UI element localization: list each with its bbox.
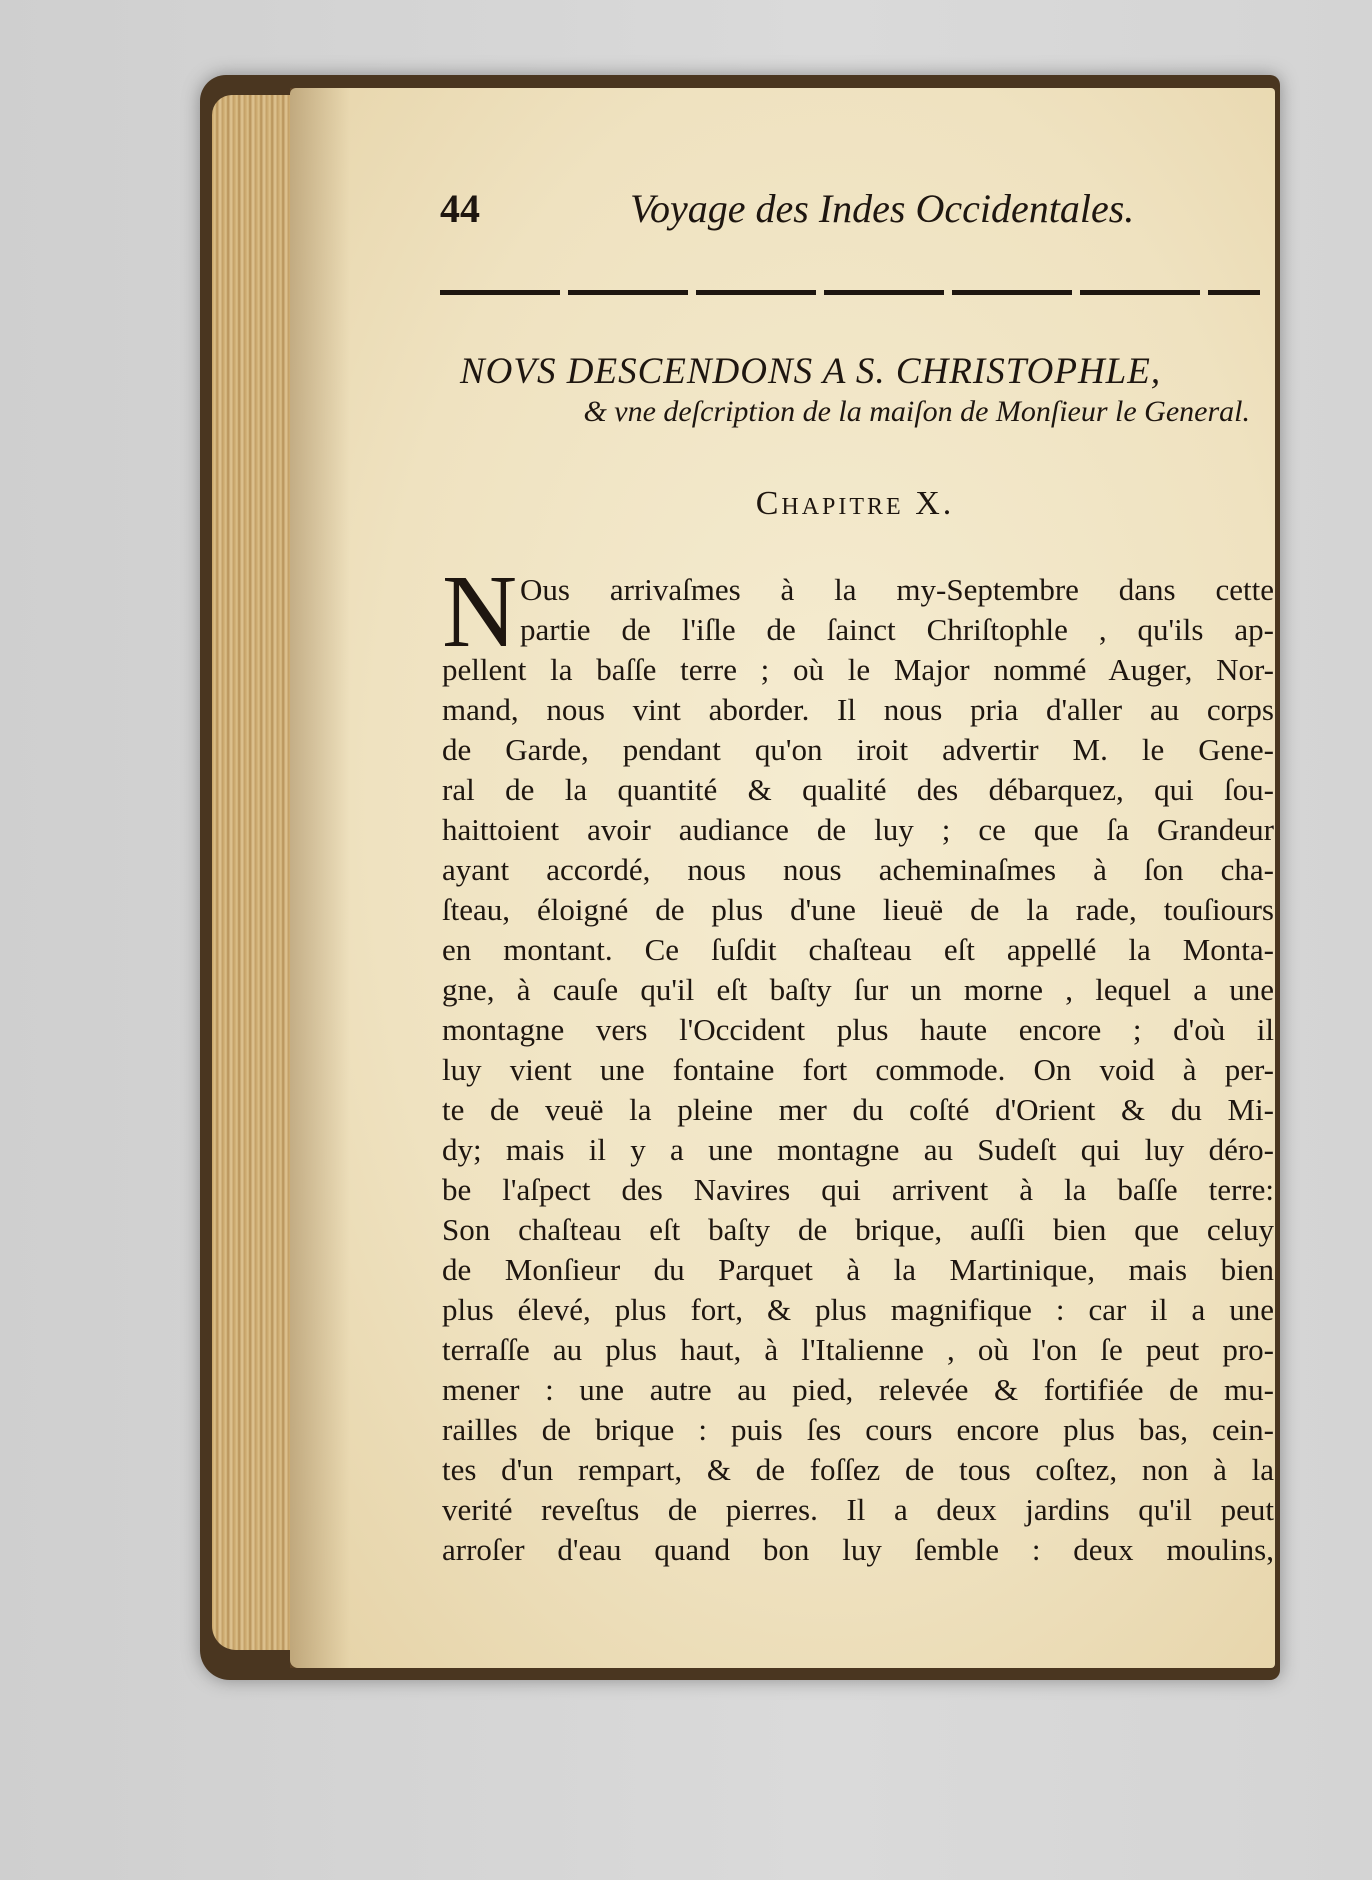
- page-edges: [212, 95, 302, 1650]
- chapter-title-line-2: & vne deſcription de la maiſon de Monſieur le General.: [583, 395, 1250, 428]
- text-line: en montant. Ce ſuſdit chaſteau eſt appellé la Monta-: [442, 932, 1274, 967]
- text-line: de Garde, pendant qu'on iroit advertir M. le Gene-: [442, 732, 1274, 767]
- text-line: ral de la quantité & qualité des débarquez, qui ſou-: [442, 772, 1274, 807]
- header-rule: [440, 290, 1260, 295]
- drop-cap: N: [442, 554, 518, 669]
- text-line: tes d'un rempart, & de foſſez de tous coſtez, non à la: [442, 1452, 1274, 1487]
- text-line: ayant accordé, nous nous acheminaſmes à ſon cha-: [442, 852, 1274, 887]
- text-line: partie de l'iſle de ſainct Chriſtophle , qu'ils ap-: [520, 612, 1274, 647]
- gutter-shadow: [290, 88, 350, 1668]
- text-line: gne, à cauſe qu'il eſt baſty ſur un morne , lequel a une: [442, 972, 1274, 1007]
- text-line: dy; mais il y a une montagne au Sudeſt qui luy déro-: [442, 1132, 1274, 1167]
- text-line: luy vient une fontaine fort commode. On void à per-: [442, 1052, 1274, 1087]
- text-line: be l'aſpect des Navires qui arrivent à la baſſe terre:: [442, 1172, 1274, 1207]
- text-line: haittoient avoir audiance de luy ; ce que ſa Grandeur: [442, 812, 1274, 847]
- text-line: terraſſe au plus haut, à l'Italienne , où l'on ſe peut pro-: [442, 1332, 1274, 1367]
- text-line: mand, nous vint aborder. Il nous pria d'aller au corps: [442, 692, 1274, 727]
- text-line: montagne vers l'Occident plus haute encore ; d'où il: [442, 1012, 1274, 1047]
- text-line: verité reveſtus de pierres. Il a deux jardins qu'il peut: [442, 1492, 1274, 1527]
- text-line: Ous arrivaſmes à la my-Septembre dans cette: [520, 572, 1274, 607]
- text-line: pellent la baſſe terre ; où le Major nommé Auger, Nor-: [442, 652, 1274, 687]
- chapter-title-line-1: NOVS DESCENDONS A S. CHRISTOPHLE,: [460, 351, 1162, 392]
- running-title: Voyage des Indes Occidentales.: [630, 186, 1135, 231]
- text-line: de Monſieur du Parquet à la Martinique, mais bien: [442, 1252, 1274, 1287]
- text-line: railles de brique : puis ſes cours encore plus bas, cein-: [442, 1412, 1274, 1447]
- text-line: te de veuë la pleine mer du coſté d'Orient & du Mi-: [442, 1092, 1274, 1127]
- chapter-label: Chapitre X.: [755, 485, 955, 522]
- text-line: plus élevé, plus fort, & plus magnifique : car il a une: [442, 1292, 1274, 1327]
- page-number: 44: [440, 186, 480, 231]
- text-line: mener : une autre au pied, relevée & fortifiée de mu-: [442, 1372, 1274, 1407]
- text-line: arroſer d'eau quand bon luy ſemble : deux moulins,: [442, 1532, 1274, 1567]
- chapter-heading: [440, 350, 1270, 429]
- text-line: Son chaſteau eſt baſty de brique, auſſi bien que celuy: [442, 1212, 1274, 1247]
- text-line: ſteau, éloigné de plus d'une lieuë de la rade, touſiours: [442, 892, 1274, 927]
- body-text: [442, 554, 1274, 1570]
- page-header: [440, 185, 1260, 245]
